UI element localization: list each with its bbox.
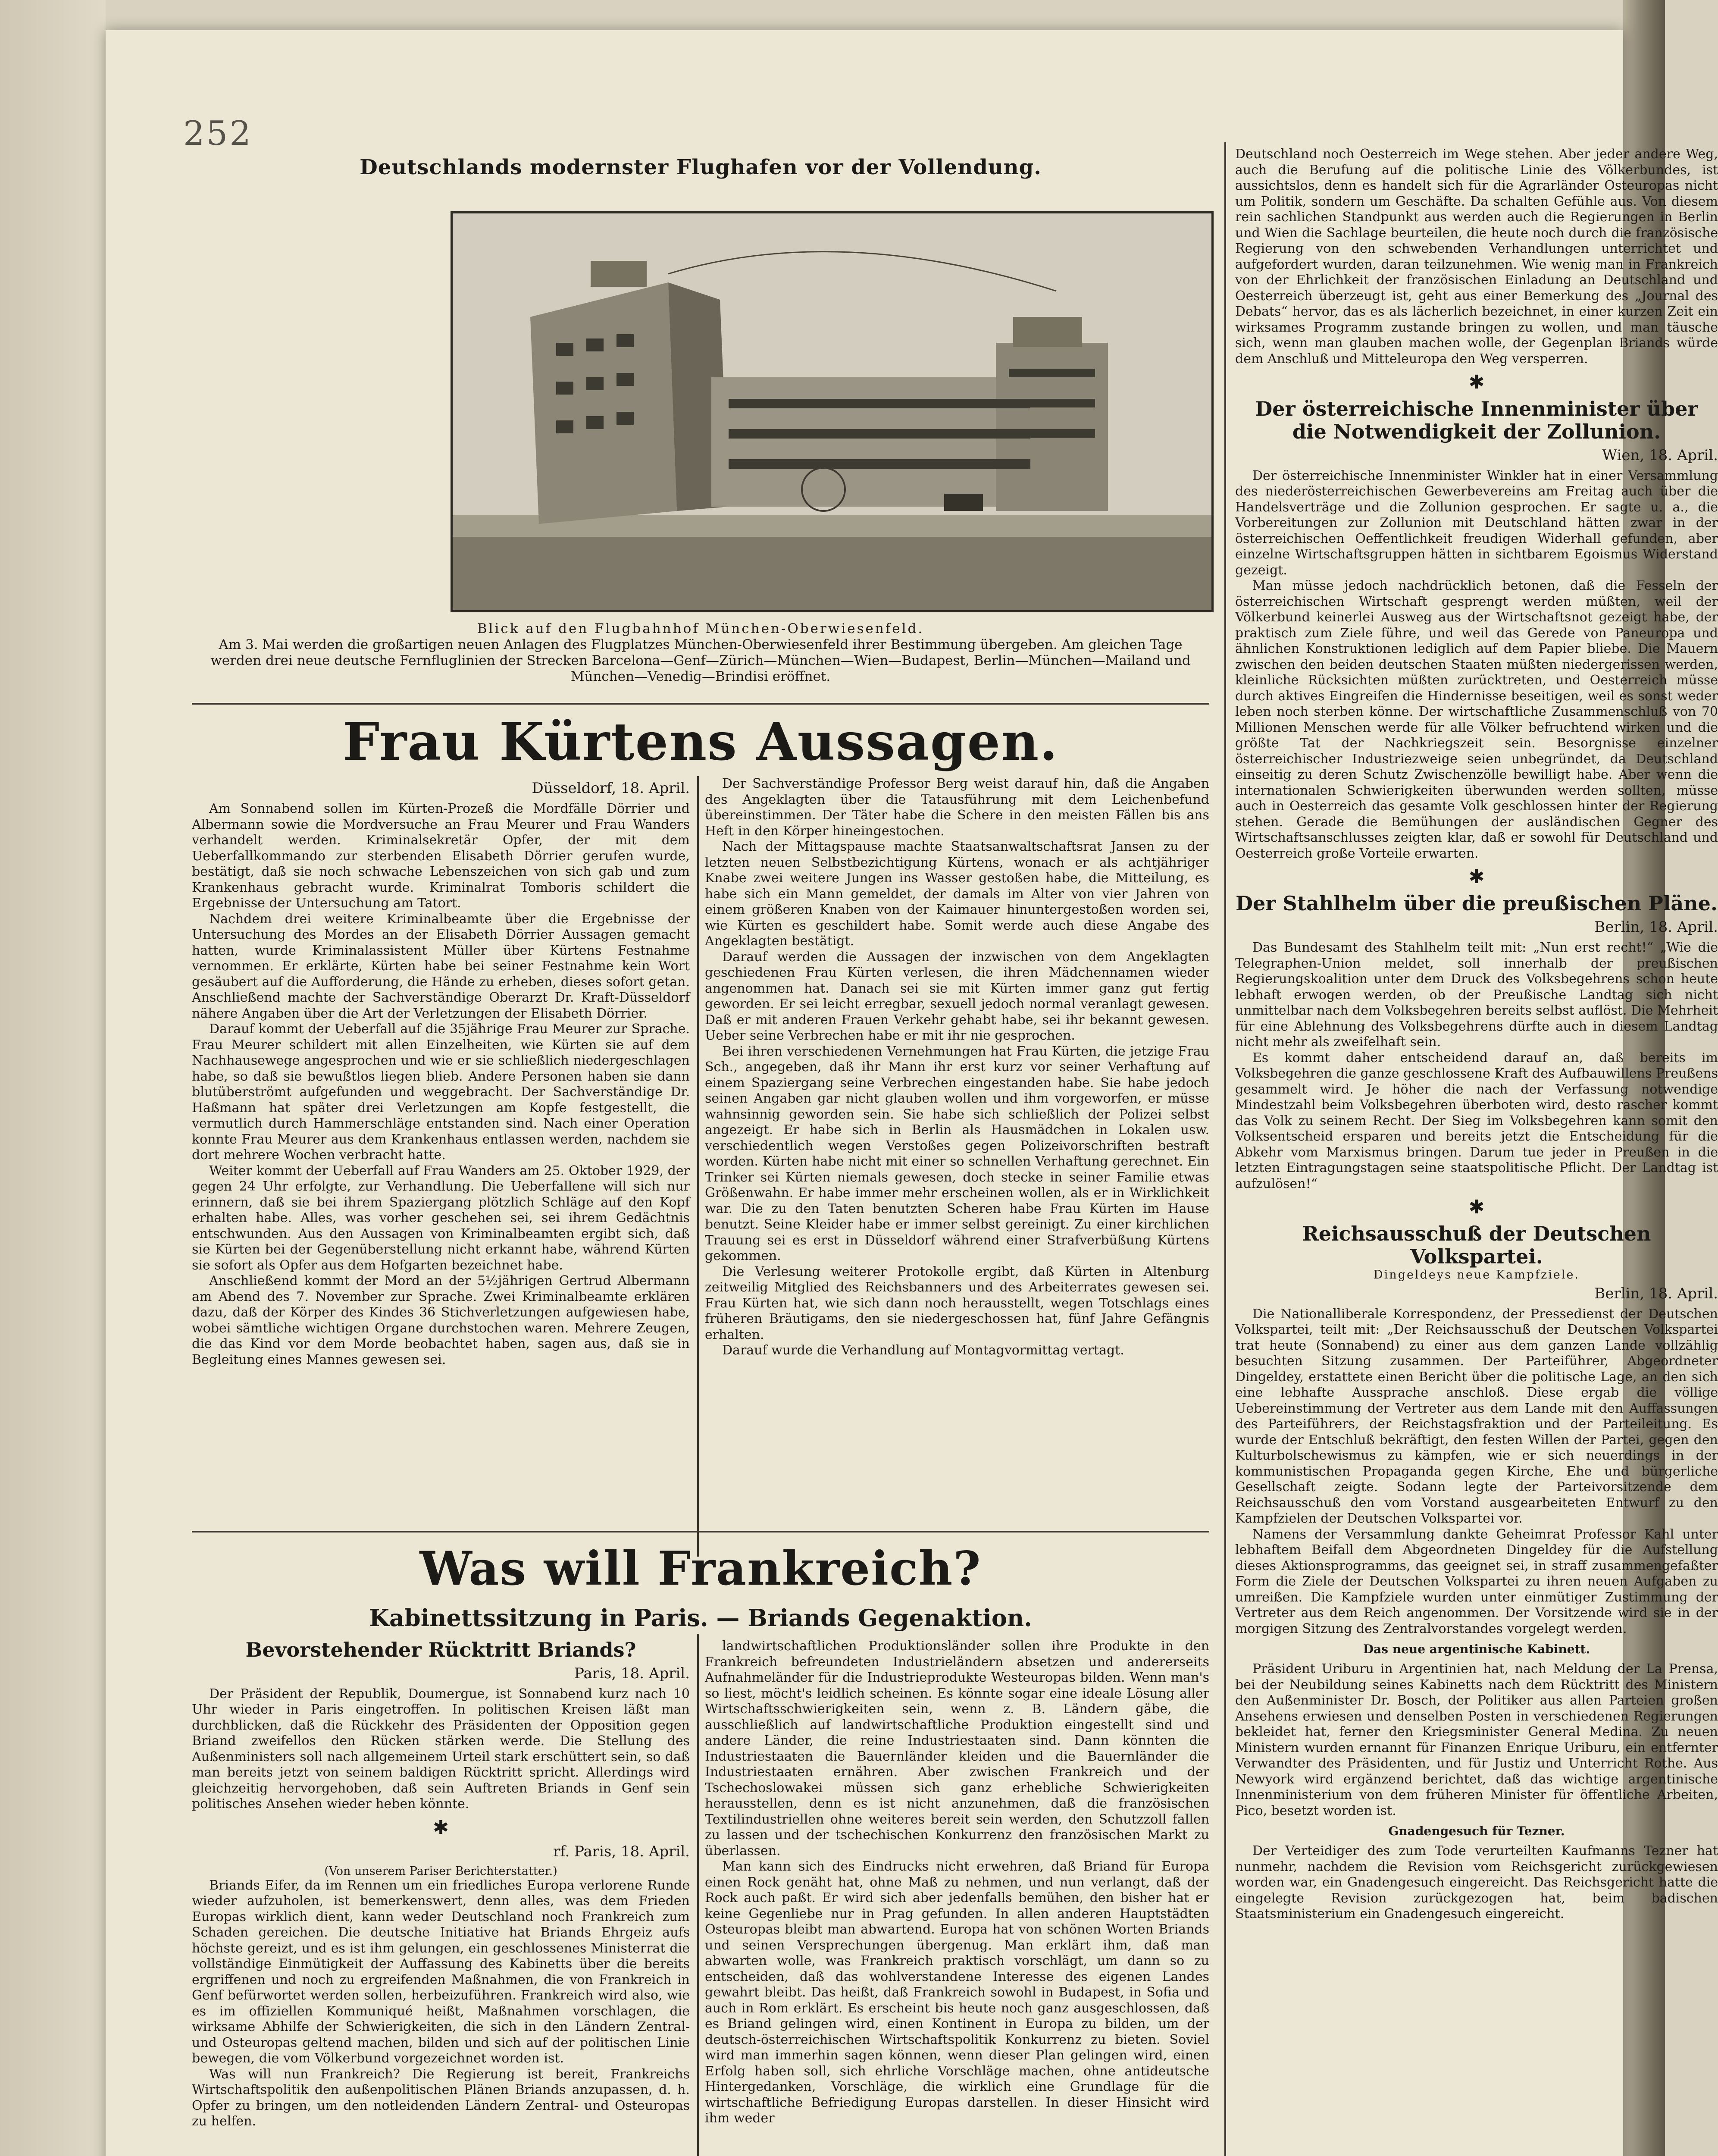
section-title: Der österreichische Innenminister über die Notwendigkeit der Zollunion. (1255, 397, 1698, 443)
section-body (1235, 1661, 1718, 1819)
newspaper-page (106, 30, 1718, 2156)
frankreich-section-2 (192, 1878, 690, 2130)
column-rule (697, 776, 699, 1557)
paragraph: Deutschland noch Oesterreich im Wege stehen. Aber jeder andere Weg, auch die Berufung auf die politische Linie des Völkerbundes, ist aussichtslos, denn es handelt sich für die Agrarländer Osteuropas nicht um Politik, sondern um Geschäfte. Da schalten Gefühle aus. Von diesem rein sachlichen Standpunkt aus werden auch die Regierungen in Berlin und Wien die Sachlage beurteilen, die heute noch durch die französische Regierung von den schwebenden Verhandlungen unterrichtet und aufgefordert wurden, daran teilzunehmen. Wie wenig man in Frankreich von der Ehrlichkeit der französischen Einladung an Deutschland und Oesterreich überzeugt ist, geht aus einer Bemerkung des „Journal des Debats“ hervor, das es als lächerlich bezeichnet, in einer kurzen Zeit ein wirksames Programm zustande bringen zu wollen, und man täusche sich, wenn man glauben machen wolle, der Gegenplan Briands würde dem Anschluß und Mitteleuropa den Weg versperren. (1235, 147, 1718, 367)
paragraph: Der Präsident der Republik, Doumergue, ist Sonnabend kurz nach 10 Uhr wieder in Paris eingetroffen. In politischen Kreisen läßt man durchblicken, daß die Rückkehr des Präsidenten der Opposition gegen Briand zweifellos den Rücken stärken werde. Die Stellung des Außenministers soll nach allgemeinem Urteil stark erschüttert sein, so daß man bereits jetzt von seinem baldigen Rücktritt spricht. Allerdings wird gleichzeitig hervorgehoben, daß sein Auftreten Briands in Genf sein politisches Ansehen wieder heben könnte. (192, 1686, 690, 1812)
paragraph: Weiter kommt der Ueberfall auf Frau Wanders am 25. Oktober 1929, der gegen 24 Uhr erfolgte, zur Verhandlung. Die Ueberfallene will sich nur erinnern, daß sie bei ihrem Spaziergang plötzlich Schläge auf den Kopf erhalten habe. Alles, was vorher geschehen sei, sei ihrem Gedächtnis entschwunden. Aus den Aussagen von Kriminalbeamten ergibt sich, daß sie Kürten bei der Gegenüberstellung nicht erkannt habe, während Kürten sie sofort als Opfer aus dem Hofgarten bezeichnet habe. (192, 1163, 690, 1273)
paragraph: Nachdem drei weitere Kriminalbeamte über die Ergebnisse der Untersuchung des Mordes an der Elisabeth Dörrier Aussagen gemacht hatten, wurde Kriminalassistent Müller über Kürtens Festnahme vernommen. Er erklärte, Kürten habe bei seiner Festnahme kein Wort gesäubert auf die Aufforderung, die Hände zu erheben, dieses sofort getan. Anschließend machte der Sachverständige Oberarzt Dr. Kraft-Düsseldorf nähere Angaben über die Art der Verletzungen der Elisabeth Dörrier. (192, 911, 690, 1021)
paragraph: Am Sonnabend sollen im Kürten-Prozeß die Mordfälle Dörrier und Albermann sowie die Mordversuche an Frau Meurer und Frau Wanders verhandelt werden. Kriminalsekretär Opfer, der mit dem Ueberfallkommando zur sterbenden Elisabeth Dörrier gerufen wurde, bestätigt, daß sie noch schwache Lebenszeichen von sich gab und zum Krankenhaus gebracht wurde. Kriminalrat Tomboris schildert die Ergebnisse der Untersuchung am Tatort. (192, 801, 690, 911)
paragraph: Man kann sich des Eindrucks nicht erwehren, daß Briand für Europa einen Rock genäht hat, ohne Maß zu nehmen, und nun verlangt, daß der Rock auch paßt. Er wird sich aber jedenfalls bemühen, den bisher hat er keine Gegenliebe nur in Prag gefunden. In allen anderen Hauptstädten Osteuropas bleibt man abwartend. Europa hat von schönen Worten Briands und seinen Versprechungen übergenug. Man erklärt ihm, daß man abwarten wolle, was Frankreich praktisch vorschlägt, um dann so zu entscheiden, daß das wohlverstandene Interesse des eigenen Landes gewahrt bleibt. Das heißt, daß Frankreich sowohl in Budapest, in Sofia und auch in Rom erklärt. Es erscheint bis heute noch ganz ausgeschlossen, daß es Briand gelingen wird, einen Kontinent in Europa zu bilden, um der deutsch-österreichischen Wirtschaftspolitik Konkurrenz zu bieten. Soviel wird man immerhin sagen können, wenn dieser Plan gelingen wird, einen Erfolg haben soll, sich ehrliche Vorschläge machen, ohne antideutsche Hintergedanken, Vorschläge, die wirklich eine Grundlage für die wirtschaftliche Befriedigung Europas darstellen. In dieser Hinsicht wird ihm weder (705, 1859, 1209, 2126)
right-intro (1235, 147, 1718, 367)
section-title: Der Stahlhelm über die preußischen Pläne. (1236, 892, 1718, 915)
page-number: 252 (183, 114, 253, 153)
section-body (1235, 940, 1718, 1192)
dateline: Berlin, 18. April. (1594, 1285, 1718, 1302)
paragraph: Der österreichische Innenminister Winkler hat in einer Versammlung des niederösterreichischen Gewerbevereins am Freitag auch über die Handelsverträge und die Zollunion gesprochen. Er sagte u. a., die Vorbereitungen zur Zollunion mit Deutschland hätten zwar in der österreichischen Oeffentlichkeit freudigen Widerhall gefunden, aber einzelne Wirtschaftsgruppen hätten in sichtbarem Egoismus Widerstand gezeigt. (1235, 468, 1718, 578)
paragraph: Es kommt daher entscheidend darauf an, daß bereits im Volksbegehren die ganze geschlossene Kraft des Aufbauwillens Preußens gesammelt wird. Je höher die nach der Verfassung notwendige Mindestzahl beim Volksbegehren überboten wird, desto rascher kommt das Volk zu seinem Recht. Der Sieg im Volksbegehren kann somit den Volksentscheid ersparen und bereits jetzt die Entscheidung für die Abkehr vom Marxismus bringen. Darum tue jeder in Preußen in die letzten Eintragungstagen seine staatspolitische Pflicht. Der Landtag ist aufzulösen!“ (1235, 1050, 1718, 1191)
airport-photo (451, 211, 1214, 612)
dateline: rf. Paris, 18. April. (553, 1843, 690, 1860)
paragraph: landwirtschaftlichen Produktionsländer sollen ihre Produkte in den Frankreich befreundeten Industrieländern absetzen und andererseits Aufnahmeländer für die Industrieprodukte Westeuropas bilden. Wenn man's so liest, möcht's leidlich scheinen. Es könnte sogar eine ideale Lösung aller Wirtschaftsschwierigkeiten sein, wenn z. B. Ländern gäbe, die ausschließlich auf landwirtschaftliche Produktion eingestellt sind und andere Länder, die reine Industriestaaten sind. Dann könnten die Industriestaaten die Bauernländer kleiden und die Bauernländer die Industriestaaten ernähren. Aber zwischen Frankreich und der Tschechoslowakei müssen sich ganz erhebliche Schwierigkeiten herausstellen, denn es ist nicht anzunehmen, daß die französischen Textilindustriellen ohne weiteres bereit sein werden, den Schutzzoll fallen zu lassen und der tschechischen Konkurrenz den französischen Markt zu überlassen. (705, 1639, 1209, 1858)
section-divider (192, 1531, 1209, 1532)
paragraph: Die Verlesung weiterer Protokolle ergibt, daß Kürten in Altenburg zeitweilig Mitglied des Reichsbanners und des Arbeiterrates gewesen sei. Frau Kürten hat, wie sich dann noch herausstellt, wegen Totschlags eines früheren Bräutigams, den sie niedergeschossen hat, fünf Jahre Gefängnis erhalten. (705, 1264, 1209, 1342)
dateline: Wien, 18. April. (1602, 446, 1718, 464)
paragraph: Namens der Versammlung dankte Geheimrat Professor Kahl unter lebhaftem Beifall dem Abgeordneten Dingeldey für die Aufstellung dieses Aktionsprogramms, das geeignet sei, in straff zusammengefaßter Form die Ziele der Deutschen Volkspartei zu ihren neuen Aufgaben zu umreißen. Die Kampfziele wurden unter einmütiger Zustimmung der Vertreter aus dem Reich angenommen. Der Vorsitzende wird sie in der morgigen Sitzung des Zentralvorstandes vorgelegt werden. (1235, 1526, 1718, 1636)
paragraph: Nach der Mittagspause machte Staatsanwaltschaftsrat Jansen zu der letzten neuen Selbstbezichtigung Kürtens, wonach er als achtjähriger Knabe zwei weitere Jungen ins Wasser gestoßen habe, die Mitteilung, es habe sich ein Mann gemeldet, der damals im Alter von vier Jahren von einem größeren Knaben von der Kaimauer hinuntergestoßen worden sei, wie Kürten es geschildert habe. Somit werde auch diese Angabe des Angeklagten bestätigt. (705, 839, 1209, 949)
section-body (1235, 468, 1718, 862)
dateline: Berlin, 18. April. (1594, 918, 1718, 936)
paragraph: Darauf wurde die Verhandlung auf Montagvormittag vertagt. (722, 1343, 1124, 1358)
section-title: Bevorstehender Rücktritt Briands? (245, 1638, 636, 1661)
scan-left-margin (0, 0, 106, 2156)
paragraph: Das Bundesamt des Stahlhelm teilt mit: „Nun erst recht!“ „Wie die Telegraphen-Union meldet, soll innerhalb der preußischen Regierungskoalition unter dem Druck des Volksbegehrens schon heute lebhaft erwogen werden, ob der Preußische Landtag sich nicht unmittelbar nach dem Volksbegehren bereits selbst auflöst. Die Mehrheit für eine Ablehnung des Volksbegehrens dürfte auch in diesem Landtag nicht mehr als zweifelhaft sein. (1235, 940, 1718, 1050)
separator-star: ✱ (1468, 866, 1485, 888)
section-body (1235, 1307, 1718, 1637)
kuerten-column-2 (705, 776, 1209, 1359)
section-title: Reichsausschuß der Deutschen Volkspartei. (1302, 1222, 1651, 1269)
paragraph: Man müsse jedoch nachdrücklich betonen, daß die Fesseln der österreichischen Wirtschaft gesprengt werden müßten, weil der Völkerbund keinerlei Ausweg aus der Wirtschaftsnot gezeigt habe, der praktisch zum Ziele führe, und weil das Gerede von Paneuropa und ähnlichen Konstruktionen lediglich auf dem Papier bliebe. Die Mauern zwischen den beiden deutschen Staaten müßten niedergerissen werden, kleinliche Rücksichten müßten zurücktreten, und Oesterreich müsse durch aktives Eingreifen die Hindernisse beseitigen, weil es sonst weder leben noch sterben könne. Der wirtschaftliche Zusammenschluß von 70 Millionen Menschen werde für alle Völker befruchtend wirken und die größte Tat der Nachkriegszeit sein. Besorgnisse einzelner österreichischer Industriezweige seien unbegründet, da Deutschland einseitig zu deren Schutz Zwischenzölle bewilligt habe. Aber wenn die internationalen Schwierigkeiten überwunden werden sollten, müsse auch in Oesterreich das gesamte Volk geschlossen hinter der Regierung stehen. Gerade die Bemühungen der ausländischen Gegner des Wirtschaftsanschlusses zeigten klar, daß er sowohl für Deutschland und Oesterreich große Vorteile erwarten. (1235, 578, 1718, 861)
main-column-rule (1224, 142, 1226, 2156)
section-divider (192, 703, 1209, 705)
paragraph: Präsident Uriburu in Argentinien hat, nach Meldung der La Prensa, bei der Neubildung seines Kabinetts nach dem Rücktritt des Ministern den Außenminister Dr. Bosch, der Politiker aus allen Parteien großen Ansehens erwiesen und denselben Posten in verschiedenen Regierungen bekleidet hat, ferner den Kriegsminister General Medina. Zu neuen Ministern wurden ernannt für Finanzen Enrique Uriburu, ein entfernter Verwandter des Präsidenten, und für Justiz und Unterricht Rothe. Aus Newyork wird ergänzend berichtet, daß das wichtige argentinische Innenministerium von dem früheren Minister für öffentliche Arbeiten, Pico, besetzt worden ist. (1235, 1661, 1718, 1818)
column-rule (697, 1634, 699, 2156)
section-title: Gnadengesuch für Tezner. (1388, 1824, 1565, 1839)
section-body (1235, 1843, 1718, 1922)
paragraph: Darauf kommt der Ueberfall auf die 35jährige Frau Meurer zur Sprache. Frau Meurer schildert mit allen Einzelheiten, wie Kürten sie auf dem Nachhausewege angesprochen und wie er sie schließlich niedergeschlagen habe, so daß sie bewußtlos liegen blieb. Andere Personen haben sie dann blutüberströmt aufgefunden und weggebracht. Der Sachverständige Dr. Haßmann hat später drei Verletzungen am Kopfe festgestellt, die vermutlich durch Hammerschläge entstanden sind. Nach einer Operation konnte Frau Meurer aus dem Krankenhaus entlassen werden, nachdem sie dort mehrere Wochen verbracht hatte. (192, 1022, 690, 1163)
paragraph: Darauf werden die Aussagen der inzwischen von dem Angeklagten geschiedenen Frau Kürten verlesen, die ihren Mädchennamen wieder angenommen hat. Danach sei sie mit Kürten immer ganz gut fertig geworden. Er sei leicht erregbar, sexuell jedoch normal veranlagt gewesen. Daß er mit anderen Frauen Verkehr gehabt habe, sei ihr bekannt gewesen. Ueber seine Verbrechen habe er mit ihr nie gesprochen. (705, 949, 1209, 1043)
paragraph: Anschließend kommt der Mord an der 5½jährigen Gertrud Albermann am Abend des 7. November zur Sprache. Zwei Kriminalbeamte erklären dazu, daß der Körper des Kindes 36 Stichverletzungen aufgewiesen habe, wobei sämtliche wichtigen Organe durchstochen waren. Mehrere Zeugen, die das Kind vor dem Morde beobachtet haben, sagen aus, daß sie in Begleitung eines Mannes gewesen sei. (192, 1273, 690, 1367)
separator-star: ✱ (1468, 1196, 1485, 1219)
kuerten-dateline: Düsseldorf, 18. April. (532, 780, 690, 797)
frankreich-section-1 (192, 1686, 690, 1812)
section-title: Das neue argentinische Kabinett. (1363, 1642, 1590, 1657)
kuerten-column-1 (192, 801, 690, 1368)
paragraph: Was will nun Frankreich? Die Regierung ist bereit, Frankreichs Wirtschaftspolitik den außenpolitischen Plänen Briands anzupassen, d. h. Opfer zu bringen, um den notleidenden Ländern Zentral- und Osteuropas zu helfen. (192, 2066, 690, 2129)
frankreich-column-2 (705, 1639, 1209, 2127)
airport-headline: Deutschlands modernster Flughafen vor der Vollendung. (360, 155, 1042, 179)
section-subtitle: Dingeldeys neue Kampfziele. (1373, 1268, 1580, 1282)
separator-star: ✱ (433, 1816, 449, 1839)
kuerten-headline: Frau Kürtens Aussagen. (342, 711, 1059, 772)
subheadline-right: — Briands Gegenaktion. (716, 1604, 1032, 1632)
paragraph: Bei ihren verschiedenen Vernehmungen hat Frau Kürten, die jetzige Frau Sch., angegeben, daß ihr Mann ihr erst kurz vor seiner Verhaftung auf einem Spaziergang seine Verbrechen eingestanden habe. Sie habe jedoch seinen Angaben gar nicht glauben wollen und ihm vorgeworfen, er müsse wahnsinnig geworden sein. Sie habe sich schließlich der Polizei selbst angezeigt. Er habe sich in Berlin als Hausmädchen in Lokalen usw. verschiedentlich wegen Verstoßes gegen Polizeivorschriften bestraft worden. Kürten habe nicht mit einer so schnellen Verhaftung gerechnet. Ein Trinker sei Kürten niemals gewesen, doch stecke in seiner Familie etwas Größenwahn. Er habe immer mehr erscheinen wollen, als er in Wirklichkeit war. Die zu den Taten benutzten Scheren habe Frau Kürten im Hause benutzt. Seine Kleider habe er immer selbst gereinigt. Zu einer kirchlichen Trauung sei es erst in Düsseldorf während einer Strafverbüßung Kürtens gekommen. (705, 1044, 1209, 1263)
frankreich-headline: Was will Frankreich? (419, 1542, 982, 1596)
paragraph: Der Sachverständige Professor Berg weist darauf hin, daß die Angaben des Angeklagten über die Tatausführung mit dem Leichenbefund übereinstimmen. Der Täter habe die Schere in den meisten Fällen bis ans Heft in den Körper hineingestochen. (705, 776, 1209, 839)
separator-star: ✱ (1468, 371, 1485, 393)
dateline: Paris, 18. April. (574, 1664, 690, 1682)
photo-caption-text: Am 3. Mai werden die großartigen neuen Anlagen des Flugplatzes München-Oberwiesenfeld ihrer Bestimmung übergeben. Am gleichen Tage werden drei neue deutsche Fernfluglinien der Strecken Barcelona—Genf—Zürich—München—Wien—Budapest, Berlin—München—Mailand und München—Venedig—Brindisi eröffnet. (210, 637, 1191, 684)
paragraph: Der Verteidiger des zum Tode verurteilten Kaufmanns Tezner hat nunmehr, nachdem die Revision vom Reichsgericht zurückgewiesen worden war, ein Gnadengesuch eingereicht. Das Reichsgericht hatte die eingelegte Revision zurückgezogen hat, beim badischen Staatsministerium ein Gnadengesuch eingereicht. (1235, 1843, 1718, 1922)
subheadline-left: Kabinettssitzung in Paris. (369, 1604, 708, 1632)
photo-caption-title: Blick auf den Flugbahnhof München-Oberwiesenfeld. (477, 621, 924, 636)
correspondent-note: (Von unserem Pariser Berichterstatter.) (324, 1864, 557, 1878)
paragraph: Die Nationalliberale Korrespondenz, der Pressedienst der Deutschen Volkspartei, teilt mit: „Der Reichsausschuß der Deutschen Volkspartei trat heute (Sonnabend) zu einer aus dem ganzen Lande vollzählig besuchten Sitzung zusammen. Der Parteiführer, Abgeordneter Dingeldey, erstattete einen Bericht über die politische Lage, an den sich eine lebhafte Aussprache anschloß. Diese ergab die völlige Uebereinstimmung der Vertreter aus dem Lande mit den Auffassungen des Parteiführers, der Reichstagsfraktion und der Parteileitung. Es wurde der Entschluß bekräftigt, den festen Willen der Partei, gegen den Kulturbolschewismus zu kämpfen, wie er sich neuerdings in der kommunistischen Propaganda gegen Kirche, Ehe und bürgerliche Gesellschaft zeigte. Sodann legte der Parteivorsitzende dem Reichsausschuß den vom Vorstand ausgearbeiteten Entwurf zu den Kampfzielen der Deutschen Volkspartei vor. (1235, 1306, 1718, 1526)
airport-building-illustration (453, 213, 1211, 610)
frankreich-subheadline (192, 1604, 1209, 1632)
paragraph: Briands Eifer, da im Rennen um ein friedliches Europa verlorene Runde wieder aufzuholen, ist bemerkenswert, denn alles, was dem Frieden Europas wirklich dient, kann weder Deutschland noch Frankreich zum Schaden gereichen. Die deutsche Initiative hat Briands Ehrgeiz aufs höchste gereizt, und es ist ihm gelungen, ein geschlossenes Ministerrat die vollständige Einmütigkeit der Auffassung des Kabinetts über die bereits ergriffenen und noch zu ergreifenden Maßnahmen, die von Frankreich in Genf befürwortet werden sollen, herbeizuführen. Frankreich wird also, wie es im offiziellen Kommuniqué heißt, Maßnahmen vorschlagen, die wirksame Abhilfe der Schwierigkeiten, die sich in den Ländern Zentral- und Osteuropas geltend machen, bilden und sich auf der politischen Linie bewegen, die vom Völkerbund vorgezeichnet worden ist. (192, 1877, 690, 2066)
